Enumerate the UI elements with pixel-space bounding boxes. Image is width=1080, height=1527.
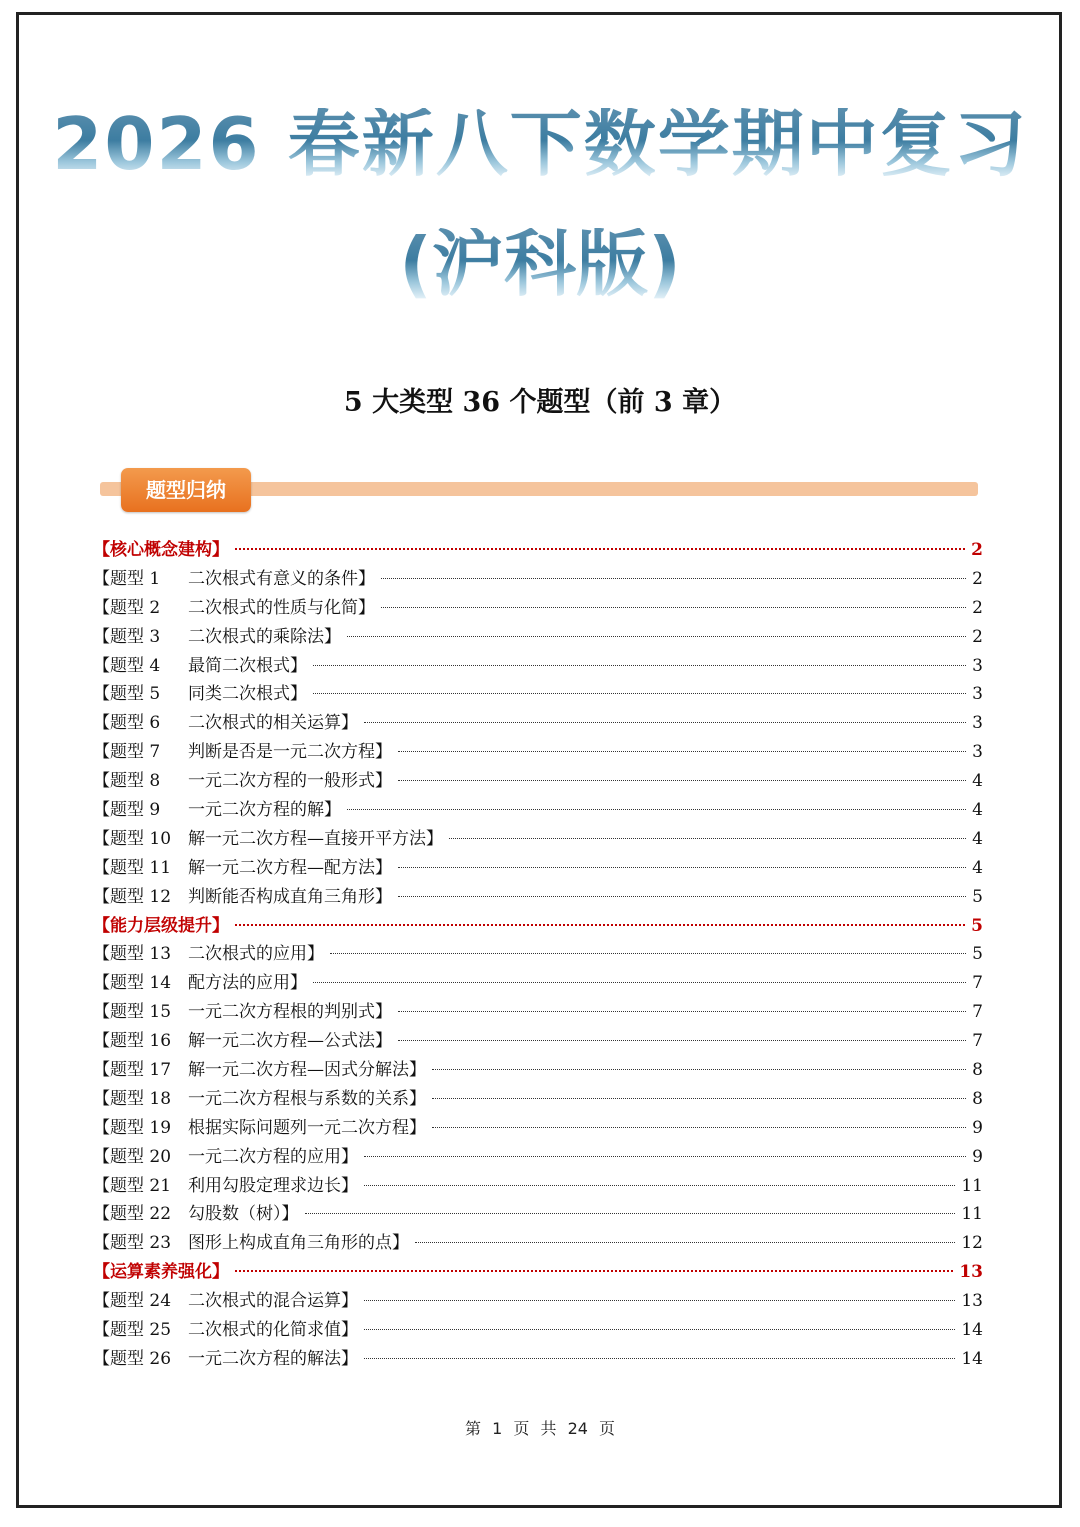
- toc-page-number: 14: [961, 1348, 983, 1369]
- toc-dot-leader: [432, 1127, 966, 1128]
- toc-item-number: 【题型 18: [93, 1088, 172, 1109]
- toc-category-row[interactable]: [93, 1258, 983, 1287]
- toc-item-number: 【题型 16: [93, 1031, 172, 1052]
- toc-dot-leader: [313, 982, 966, 983]
- toc-item-title: 判断是否是一元二次方程】: [188, 742, 392, 763]
- toc-dot-leader: [364, 1300, 955, 1301]
- toc-dot-leader: [381, 607, 966, 608]
- toc-dot-leader: [398, 867, 966, 868]
- toc-item-number: 【题型 13: [93, 944, 172, 965]
- toc-page-number: 5: [971, 915, 983, 936]
- toc-item-row[interactable]: [93, 1316, 983, 1345]
- toc-item-title: 二次根式的混合运算】: [188, 1291, 358, 1312]
- toc-item-title: 同类二次根式】: [188, 684, 307, 705]
- toc-dot-leader: [347, 809, 966, 810]
- toc-page-number: 9: [972, 1146, 983, 1167]
- toc-page-number: 3: [972, 684, 983, 705]
- toc-page-number: 3: [972, 713, 983, 734]
- toc-dot-leader: [364, 1185, 955, 1186]
- toc-item-row[interactable]: [93, 883, 983, 912]
- toc-item-number: 【题型 7: [93, 742, 161, 763]
- toc-item-row[interactable]: [93, 594, 983, 623]
- toc-item-row[interactable]: [93, 1056, 983, 1085]
- toc-item-number: 【题型 15: [93, 1002, 172, 1023]
- toc-dot-leader: [235, 924, 965, 926]
- toc-page-number: 13: [959, 1262, 983, 1283]
- toc-item-title: 一元二次方程的应用】: [188, 1146, 358, 1167]
- toc-dot-leader: [432, 1069, 966, 1070]
- toc-page-number: 2: [972, 626, 983, 647]
- toc-dot-leader: [398, 1040, 966, 1041]
- toc-dot-leader: [415, 1242, 955, 1243]
- toc-item-number: 【题型 8: [93, 771, 161, 792]
- toc-item-title: 二次根式的性质与化简】: [188, 597, 375, 618]
- toc-dot-leader: [313, 693, 966, 694]
- toc-page-number: 14: [961, 1320, 983, 1341]
- toc-page-number: 5: [972, 886, 983, 907]
- toc-dot-leader: [364, 1156, 966, 1157]
- toc-item-title: 最简二次根式】: [188, 655, 307, 676]
- toc-page-number: 3: [972, 655, 983, 676]
- toc-page-number: 7: [972, 973, 983, 994]
- toc-page-number: 4: [972, 800, 983, 821]
- footer-mid1: 页: [513, 1419, 530, 1438]
- toc-item-number: 【题型 10: [93, 828, 172, 849]
- toc-dot-leader: [305, 1213, 956, 1214]
- toc-item-title: 勾股数（树）】: [188, 1204, 299, 1225]
- toc-item-row[interactable]: [93, 565, 983, 594]
- toc-category-label: 【能力层级提升】: [93, 915, 229, 936]
- toc-dot-leader: [398, 751, 966, 752]
- toc-dot-leader: [449, 838, 966, 839]
- toc-page-number: 2: [971, 540, 983, 560]
- footer-total-pages: 24: [567, 1419, 588, 1438]
- toc-page-number: 4: [972, 857, 983, 878]
- toc-item-number: 【题型 9: [93, 800, 161, 821]
- toc-item-title: 二次根式的乘除法】: [188, 626, 341, 647]
- toc-page-number: 2: [972, 568, 983, 589]
- toc-page-number: 11: [961, 1204, 983, 1225]
- toc-dot-leader: [235, 548, 965, 550]
- page-footer: [0, 1416, 1080, 1439]
- toc-item-row[interactable]: [93, 998, 983, 1027]
- toc-page-number: 3: [972, 742, 983, 763]
- toc-item-row[interactable]: [93, 796, 983, 825]
- footer-mid2: 共: [540, 1419, 557, 1438]
- toc-item-row[interactable]: [93, 1114, 983, 1143]
- toc-dot-leader: [235, 1270, 953, 1272]
- toc-item-title: 解一元二次方程—公式法】: [188, 1031, 392, 1052]
- toc-item-row[interactable]: [93, 854, 983, 883]
- toc-item-row[interactable]: [93, 1172, 983, 1201]
- toc-page-number: 13: [961, 1291, 983, 1312]
- toc-dot-leader: [398, 896, 966, 897]
- toc-dot-leader: [432, 1098, 966, 1099]
- toc-page-number: 7: [972, 1002, 983, 1023]
- toc-item-title: 配方法的应用】: [188, 973, 307, 994]
- toc-item-title: 一元二次方程根的判别式】: [188, 1002, 392, 1023]
- document-title: 2026 春新八下数学期中复习: [0, 108, 1080, 180]
- toc-item-title: 二次根式的化简求值】: [188, 1320, 358, 1341]
- toc-item-number: 【题型 12: [93, 886, 172, 907]
- toc-item-title: 二次根式的应用】: [188, 944, 324, 965]
- toc-item-row[interactable]: [93, 709, 983, 738]
- toc-item-number: 【题型 19: [93, 1117, 172, 1138]
- footer-suffix: 页: [599, 1419, 616, 1438]
- toc-dot-leader: [364, 722, 966, 723]
- toc-item-number: 【题型 25: [93, 1320, 172, 1341]
- toc-item-title: 解一元二次方程—因式分解法】: [188, 1060, 426, 1081]
- toc-item-number: 【题型 26: [93, 1348, 172, 1369]
- toc-item-number: 【题型 23: [93, 1233, 172, 1254]
- toc-item-number: 【题型 14: [93, 973, 172, 994]
- toc-item-row[interactable]: [93, 969, 983, 998]
- toc-dot-leader: [381, 578, 966, 579]
- toc-category-label: 【核心概念建构】: [93, 540, 229, 560]
- toc-item-row[interactable]: [93, 1287, 983, 1316]
- toc-item-number: 【题型 20: [93, 1146, 172, 1167]
- toc-page-number: 4: [972, 828, 983, 849]
- toc-item-number: 【题型 17: [93, 1060, 172, 1081]
- toc-dot-leader: [364, 1358, 955, 1359]
- toc-page-number: 5: [972, 944, 983, 965]
- toc-item-number: 【题型 3: [93, 626, 161, 647]
- toc-item-number: 【题型 21: [93, 1175, 172, 1196]
- toc-item-row[interactable]: [93, 940, 983, 969]
- footer-current-page: 1: [492, 1419, 503, 1438]
- toc-item-row[interactable]: [93, 1229, 983, 1258]
- toc-category-label: 【运算素养强化】: [93, 1262, 229, 1283]
- toc-page-number: 9: [972, 1117, 983, 1138]
- toc-page-number: 8: [972, 1060, 983, 1081]
- toc-item-number: 【题型 24: [93, 1291, 172, 1312]
- toc-dot-leader: [330, 953, 966, 954]
- toc-item-title: 利用勾股定理求边长】: [188, 1175, 358, 1196]
- toc-item-row[interactable]: [93, 738, 983, 767]
- toc-item-title: 二次根式的相关运算】: [188, 713, 358, 734]
- footer-prefix: 第: [464, 1419, 481, 1438]
- toc-item-row[interactable]: [93, 767, 983, 796]
- toc-item-row[interactable]: [93, 1200, 983, 1229]
- toc-item-row[interactable]: [93, 825, 983, 854]
- toc-category-row[interactable]: [93, 912, 983, 941]
- toc-item-title: 解一元二次方程—直接开平方法】: [188, 828, 443, 849]
- toc-category-row[interactable]: [93, 536, 983, 565]
- toc-dot-leader: [364, 1329, 955, 1330]
- toc-item-number: 【题型 22: [93, 1204, 172, 1225]
- toc-page-number: 12: [961, 1233, 983, 1254]
- toc-dot-leader: [398, 780, 966, 781]
- toc-page-number: 8: [972, 1088, 983, 1109]
- toc-item-title: 图形上构成直角三角形的点】: [188, 1233, 409, 1254]
- document-subtitle: 5 大类型 36 个题型（前 3 章）: [343, 387, 737, 418]
- toc-page-number: 11: [961, 1175, 983, 1196]
- toc-page-number: 4: [972, 771, 983, 792]
- toc-item-number: 【题型 11: [93, 857, 172, 878]
- document-edition: (沪科版): [0, 228, 1080, 300]
- toc-item-title: 判断能否构成直角三角形】: [188, 886, 392, 907]
- toc-item-title: 解一元二次方程—配方法】: [188, 857, 392, 878]
- toc-item-row[interactable]: [93, 1143, 983, 1172]
- toc-item-number: 【题型 4: [93, 655, 161, 676]
- toc-item-row[interactable]: [93, 1345, 983, 1374]
- toc-dot-leader: [313, 665, 966, 666]
- toc-item-title: 一元二次方程根与系数的关系】: [188, 1088, 426, 1109]
- toc-dot-leader: [398, 1011, 966, 1012]
- toc-dot-leader: [347, 636, 966, 637]
- toc-item-row[interactable]: [93, 652, 983, 681]
- toc-item-number: 【题型 5: [93, 684, 161, 705]
- toc-item-title: 一元二次方程的一般形式】: [188, 771, 392, 792]
- toc-item-row[interactable]: [93, 1085, 983, 1114]
- toc-item-row[interactable]: [93, 1027, 983, 1056]
- toc-item-row[interactable]: [93, 623, 983, 652]
- toc-item-title: 二次根式有意义的条件】: [188, 568, 375, 589]
- toc-item-number: 【题型 6: [93, 713, 161, 734]
- toc-item-number: 【题型 2: [93, 597, 161, 618]
- toc-item-row[interactable]: [93, 680, 983, 709]
- toc-item-title: 一元二次方程的解】: [188, 800, 341, 821]
- toc-item-title: 一元二次方程的解法】: [188, 1348, 358, 1369]
- section-banner-tab: 题型归纳: [121, 468, 251, 512]
- toc-item-title: 根据实际问题列一元二次方程】: [188, 1117, 426, 1138]
- toc-item-number: 【题型 1: [93, 568, 161, 589]
- table-of-contents: [93, 536, 983, 1374]
- toc-page-number: 2: [972, 597, 983, 618]
- toc-page-number: 7: [972, 1031, 983, 1052]
